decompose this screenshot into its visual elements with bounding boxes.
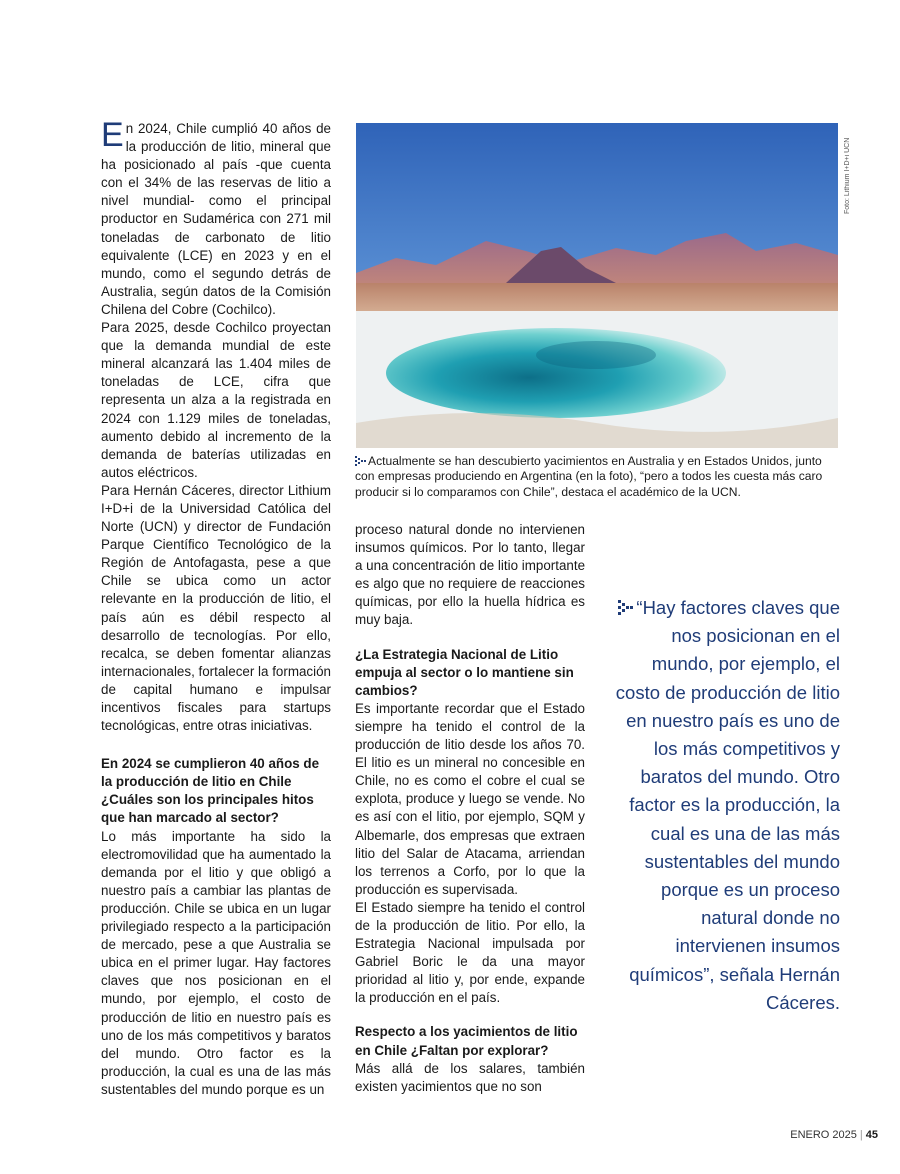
interview-answer-2b: El Estado siempre ha tenido el control de la producción de litio. Por ello, la Estrategia Nacional impulsada por Gabriel Boric le da una mayor prioridad al litio y, por ende, expande la producción en el país. bbox=[355, 899, 585, 1006]
issue-date: ENERO 2025 bbox=[790, 1129, 857, 1141]
intro-paragraph bbox=[101, 116, 331, 319]
article-column-left bbox=[101, 116, 331, 1099]
paragraph-demand: Para 2025, desde Cochilco proyectan que la demanda mundial de este mineral alcanzará las 1.404 miles de toneladas de LCE, cifra que representa un alza a la registrada en 2024 con 1.129 miles de toneladas, aumento debido al incremento de la demanda de baterías utilizadas en autos eléctricos. bbox=[101, 320, 331, 480]
caption-marker-icon bbox=[355, 456, 366, 466]
salar-photo bbox=[356, 123, 838, 448]
page-footer bbox=[770, 1129, 878, 1141]
photo-credit: Foto: Lithium I+D+i UCN bbox=[844, 137, 851, 214]
interview-question-3: Respecto a los yacimientos de litio en Chile ¿Faltan por explorar? bbox=[355, 1024, 578, 1058]
photo-caption bbox=[355, 454, 843, 500]
interview-question-2: ¿La Estrategia Nacional de Litio empuja al sector o lo mantiene sin cambios? bbox=[355, 646, 574, 698]
article-column-middle bbox=[355, 521, 585, 1096]
interview-question-1: En 2024 se cumplieron 40 años de la producción de litio en Chile ¿Cuáles son los principales hitos que han marcado al sector? bbox=[101, 756, 320, 826]
interview-answer-1: Lo más importante ha sido la electromovilidad que ha aumentado la demanda por el litio y que obligó a nuestro país a cambiar las plantas de producción. Chile se ubica en un lugar privilegiado respecto a la participación de mercado, pese a que Australia se ubica en el primer lugar. Hay factores claves que nos posicionan en el mundo, por ejemplo, el costo de producción de litio en nuestro país es uno de los más competitivos y baratos del mundo. Otro factor es la producción, la cual es una de las más sustentables del mundo porque es un bbox=[101, 828, 331, 1097]
footer-separator: | bbox=[859, 1129, 863, 1141]
drop-cap: E bbox=[101, 116, 124, 154]
pull-quote bbox=[610, 594, 840, 1017]
interview-answer-2a: Es importante recordar que el Estado siempre ha tenido el control de la producción de litio desde los años 70. El litio es un mineral no concesible en Chile, no es como el cobre el cual se explota, produce y luego se vende. No es así con el litio, por ejemplo, SQM y Albemarle, dos empresas que extraen litio del Salar de Atacama, arriendan los terrenos a Corfo, por lo que la producción es supervisada. bbox=[355, 700, 585, 897]
page-number: 45 bbox=[865, 1129, 878, 1141]
paragraph-caceres: Para Hernán Cáceres, director Lithium I+D+i de la Universidad Católica del Norte (UCN) y director de Fundación Parque Científico Tecnológico de la Región de Antofagasta, pese a que Chile se ubica como un actor relevante en la producción de litio, el país aún es débil respecto al desarrollo de tecnologías. Por ello, recalca, se deben fomentar alianzas internacionales, fortalecer la formación de capital humano e impulsar incentivos fiscales para startups tecnológicas, entre otras iniciativas. bbox=[101, 482, 331, 734]
interview-answer-1-continued: proceso natural donde no intervienen insumos químicos. Por lo tanto, llegar a una concentración de litio importante es algo que no requiere de reacciones químicas, por ello la huella hídrica es muy baja. bbox=[355, 522, 586, 628]
quote-marker-icon bbox=[618, 600, 634, 616]
pull-quote-text: “Hay factores claves que nos posicionan en el mundo, por ejemplo, el costo de producción de litio en nuestro país es uno de los más competitivos y baratos del mundo. Otro factor es la producción, la cual es una de las más sustentables del mundo porque es un proceso natural donde no intervienen insumos químicos”, señala Hernán Cáceres. bbox=[615, 597, 840, 1013]
intro-text: n 2024, Chile cumplió 40 años de la producción de litio, mineral que ha posicionado al país -que cuenta con el 34% de las reservas de litio a nivel mundial- como el principal productor en Sudamérica con 271 mil toneladas de carbonato de litio equivalente (LCE) en 2023 y en el mundo, como el segundo detrás de Australia, según datos de la Comisión Chilena del Cobre (Cochilco). bbox=[101, 121, 331, 317]
caption-text: Actualmente se han descubierto yacimientos en Australia y en Estados Unidos, junto con empresas produciendo en Argentina (en la foto), “pero a todos les cuesta más caro producir si lo comparamos con Chile”, destaca el académico de la UCN. bbox=[355, 454, 823, 499]
interview-answer-3: Más allá de los salares, también existen yacimientos que no son bbox=[355, 1060, 585, 1094]
